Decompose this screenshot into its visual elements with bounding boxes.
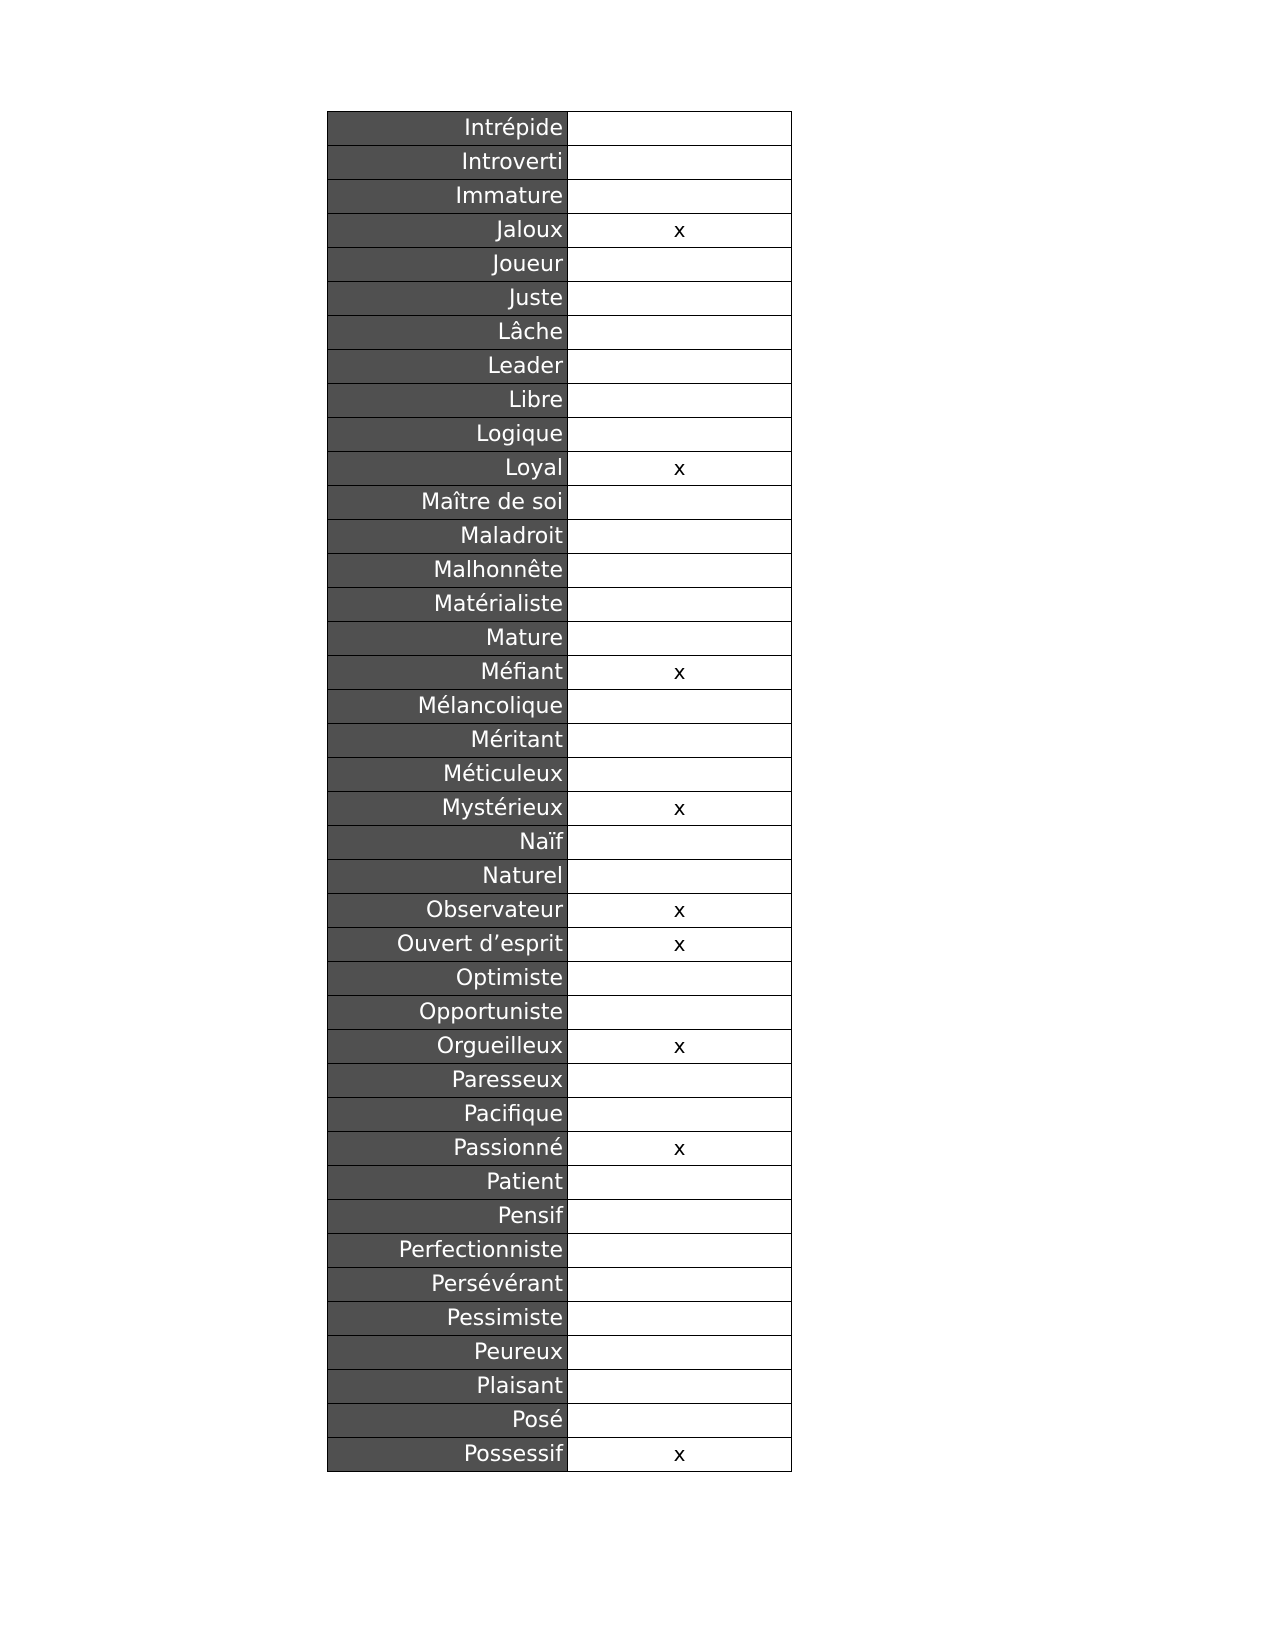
trait-row (328, 1302, 792, 1336)
trait-label: Optimiste (328, 962, 568, 996)
trait-row (328, 282, 792, 316)
traits-table (327, 111, 792, 1472)
trait-label: Malhonnête (328, 554, 568, 588)
trait-label: Libre (328, 384, 568, 418)
trait-mark-cell[interactable]: x (568, 214, 792, 248)
trait-label: Observateur (328, 894, 568, 928)
trait-label: Opportuniste (328, 996, 568, 1030)
trait-mark-cell[interactable]: x (568, 452, 792, 486)
trait-label: Juste (328, 282, 568, 316)
trait-row (328, 520, 792, 554)
trait-label: Introverti (328, 146, 568, 180)
trait-mark-cell[interactable] (568, 1404, 792, 1438)
trait-row (328, 894, 792, 928)
trait-label: Mélancolique (328, 690, 568, 724)
trait-mark-cell[interactable] (568, 520, 792, 554)
trait-mark-cell[interactable] (568, 962, 792, 996)
trait-label: Leader (328, 350, 568, 384)
trait-row (328, 588, 792, 622)
trait-mark-cell[interactable] (568, 350, 792, 384)
trait-label: Plaisant (328, 1370, 568, 1404)
trait-mark-cell[interactable] (568, 1302, 792, 1336)
trait-label: Méfiant (328, 656, 568, 690)
trait-row (328, 452, 792, 486)
trait-label: Lâche (328, 316, 568, 350)
trait-mark-cell[interactable]: x (568, 1438, 792, 1472)
trait-label: Perfectionniste (328, 1234, 568, 1268)
trait-mark-cell[interactable]: x (568, 656, 792, 690)
trait-mark-cell[interactable] (568, 180, 792, 214)
trait-mark-cell[interactable] (568, 724, 792, 758)
trait-label: Patient (328, 1166, 568, 1200)
trait-mark-cell[interactable] (568, 316, 792, 350)
trait-label: Mystérieux (328, 792, 568, 826)
trait-label: Pensif (328, 1200, 568, 1234)
trait-row (328, 554, 792, 588)
trait-row (328, 1132, 792, 1166)
trait-mark-cell[interactable] (568, 996, 792, 1030)
trait-label: Maladroit (328, 520, 568, 554)
trait-mark-cell[interactable] (568, 1234, 792, 1268)
trait-row (328, 1200, 792, 1234)
trait-mark-cell[interactable]: x (568, 1132, 792, 1166)
trait-row (328, 656, 792, 690)
trait-mark-cell[interactable] (568, 1064, 792, 1098)
trait-label: Ouvert d’esprit (328, 928, 568, 962)
trait-mark-cell[interactable]: x (568, 928, 792, 962)
trait-label: Méritant (328, 724, 568, 758)
trait-label: Pessimiste (328, 1302, 568, 1336)
trait-label: Immature (328, 180, 568, 214)
trait-mark-cell[interactable] (568, 1098, 792, 1132)
trait-label: Persévérant (328, 1268, 568, 1302)
trait-row (328, 1404, 792, 1438)
trait-label: Mature (328, 622, 568, 656)
trait-label: Logique (328, 418, 568, 452)
trait-row (328, 1166, 792, 1200)
trait-row (328, 928, 792, 962)
trait-row (328, 622, 792, 656)
trait-row (328, 1336, 792, 1370)
trait-row (328, 486, 792, 520)
trait-row (328, 1234, 792, 1268)
trait-mark-cell[interactable] (568, 1268, 792, 1302)
trait-mark-cell[interactable] (568, 1200, 792, 1234)
trait-mark-cell[interactable] (568, 1166, 792, 1200)
trait-mark-cell[interactable] (568, 248, 792, 282)
traits-table-body (328, 112, 792, 1472)
trait-label: Naïf (328, 826, 568, 860)
trait-mark-cell[interactable] (568, 554, 792, 588)
trait-row (328, 146, 792, 180)
trait-mark-cell[interactable] (568, 1370, 792, 1404)
trait-mark-cell[interactable] (568, 384, 792, 418)
trait-mark-cell[interactable] (568, 690, 792, 724)
trait-mark-cell[interactable] (568, 758, 792, 792)
trait-row (328, 350, 792, 384)
trait-row (328, 758, 792, 792)
trait-row (328, 418, 792, 452)
trait-mark-cell[interactable] (568, 282, 792, 316)
trait-label: Peureux (328, 1336, 568, 1370)
trait-row (328, 860, 792, 894)
trait-mark-cell[interactable] (568, 622, 792, 656)
trait-label: Pacifique (328, 1098, 568, 1132)
trait-row (328, 724, 792, 758)
trait-mark-cell[interactable] (568, 486, 792, 520)
trait-label: Joueur (328, 248, 568, 282)
trait-label: Maître de soi (328, 486, 568, 520)
trait-label: Matérialiste (328, 588, 568, 622)
trait-label: Méticuleux (328, 758, 568, 792)
trait-label: Loyal (328, 452, 568, 486)
trait-mark-cell[interactable] (568, 860, 792, 894)
trait-row (328, 384, 792, 418)
trait-label: Orgueilleux (328, 1030, 568, 1064)
trait-mark-cell[interactable]: x (568, 1030, 792, 1064)
trait-row (328, 1370, 792, 1404)
trait-row (328, 1438, 792, 1472)
trait-row (328, 214, 792, 248)
trait-mark-cell[interactable] (568, 1336, 792, 1370)
trait-row (328, 962, 792, 996)
trait-mark-cell[interactable] (568, 146, 792, 180)
trait-row (328, 112, 792, 146)
trait-mark-cell[interactable] (568, 826, 792, 860)
trait-row (328, 690, 792, 724)
trait-mark-cell[interactable] (568, 418, 792, 452)
trait-row (328, 826, 792, 860)
trait-label: Posé (328, 1404, 568, 1438)
trait-label: Jaloux (328, 214, 568, 248)
trait-label: Possessif (328, 1438, 568, 1472)
trait-row (328, 1064, 792, 1098)
trait-mark-cell[interactable]: x (568, 792, 792, 826)
trait-label: Intrépide (328, 112, 568, 146)
trait-row (328, 996, 792, 1030)
trait-row (328, 1030, 792, 1064)
trait-row (328, 180, 792, 214)
trait-mark-cell[interactable]: x (568, 894, 792, 928)
trait-mark-cell[interactable] (568, 112, 792, 146)
trait-row (328, 1268, 792, 1302)
trait-row (328, 1098, 792, 1132)
trait-label: Naturel (328, 860, 568, 894)
trait-label: Passionné (328, 1132, 568, 1166)
trait-row (328, 248, 792, 282)
trait-mark-cell[interactable] (568, 588, 792, 622)
trait-row (328, 792, 792, 826)
trait-label: Paresseux (328, 1064, 568, 1098)
trait-row (328, 316, 792, 350)
